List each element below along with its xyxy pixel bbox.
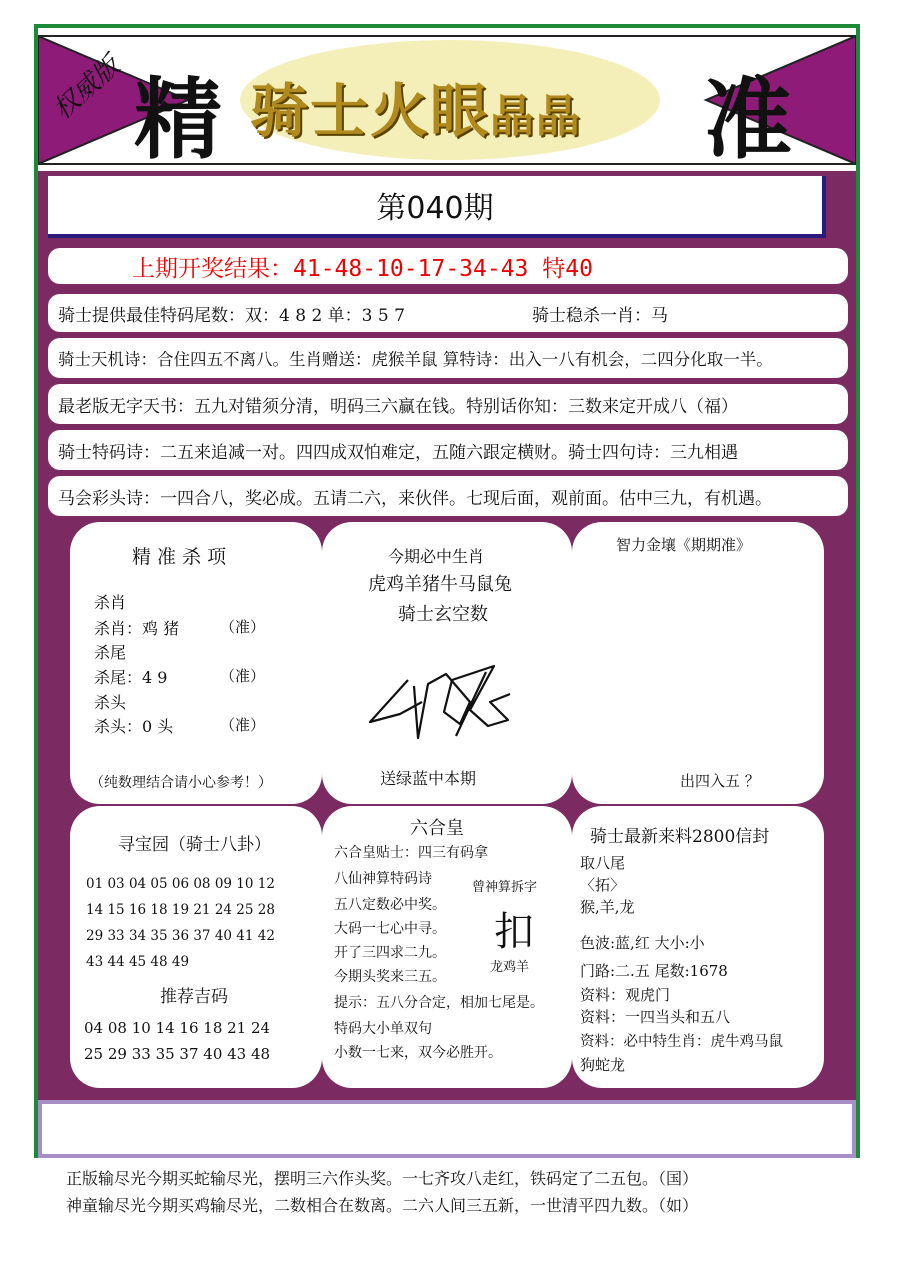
treasure-panel bbox=[70, 806, 322, 1088]
poem-row-2: 骑士特码诗：二五来追减一对。四四成双怕难定，五随六跟定横财。骑士四句诗：三九相遇 bbox=[48, 430, 848, 470]
treasure-line-3: 29 33 34 35 36 37 40 41 42 bbox=[86, 928, 275, 944]
kill-mark-2: （准） bbox=[220, 667, 266, 685]
recommend-title: 推荐吉码 bbox=[160, 987, 228, 1007]
title-left-char: 精 bbox=[134, 67, 223, 171]
kill-line-6: 杀头：0 头 bbox=[94, 717, 174, 736]
header-banner bbox=[38, 28, 856, 171]
latest-panel bbox=[572, 806, 824, 1088]
latest-line-10: 狗蛇龙 bbox=[580, 1056, 626, 1074]
must-note: 送绿蓝中本期 bbox=[380, 769, 477, 788]
kill-line-4: 杀尾：4 9 bbox=[94, 668, 168, 687]
latest-line-8: 资料：一四当头和五八 bbox=[580, 1008, 731, 1026]
lhh-line-8: 特码大小单双句 bbox=[334, 1021, 432, 1037]
lhh-panel bbox=[322, 806, 572, 1088]
lhh-line-6: 今期头奖来三五。 bbox=[334, 969, 446, 985]
latest-line-6: 门路:二.五 尾数:1678 bbox=[580, 962, 728, 980]
brand-logo bbox=[250, 64, 582, 148]
lhh-title: 六合皇 bbox=[410, 818, 464, 839]
kill-line-5: 杀头 bbox=[94, 693, 127, 712]
lhh-line-4: 大码一七心中寻。 bbox=[334, 921, 446, 937]
title-right-char: 准 bbox=[704, 67, 793, 171]
lhh-line-7: 提示：五八分合定，相加七尾是。 bbox=[334, 995, 544, 1011]
last-result: 上期开奖结果：41-48-10-17-34-43 特40 bbox=[48, 248, 848, 284]
latest-line-2: 〈拓〉 bbox=[580, 876, 626, 894]
kill-panel bbox=[70, 522, 322, 804]
must-animals: 虎鸡羊猪牛马鼠兔 bbox=[368, 574, 512, 595]
lhh-line-2: 八仙神算特码诗 bbox=[334, 871, 432, 887]
recommend-line-2: 25 29 33 35 37 40 43 48 bbox=[84, 1045, 271, 1063]
kill-zodiac: 骑士稳杀一肖：马 bbox=[532, 305, 668, 326]
wisdom-note: 出四入五 ？ bbox=[680, 772, 760, 790]
kill-line-3: 杀尾 bbox=[94, 643, 127, 662]
kill-note: （纯数理结合请小心参考！） bbox=[90, 775, 272, 791]
footer-box bbox=[38, 1100, 856, 1158]
lhh-line-9: 小数一七来，双今必胜开。 bbox=[334, 1045, 502, 1061]
kill-title: 精 准 杀 项 bbox=[132, 546, 227, 568]
footer-line-2: 神童输尽光今期买鸡输尽光，二数相合在数离。二六人间三五新，一世清平四九数。（如） bbox=[66, 1196, 699, 1215]
must-panel bbox=[322, 522, 572, 804]
tail-row bbox=[48, 294, 848, 332]
must-sub: 骑士玄空数 bbox=[398, 604, 488, 625]
treasure-line-2: 14 15 16 18 19 21 24 25 28 bbox=[86, 902, 275, 918]
book-row: 最老版无字天书：五九对错须分清，明码三六赢在钱。特别话你知：三数来定开成八（福） bbox=[48, 384, 848, 424]
poem-row-1: 骑士天机诗：合住四五不离八。生肖赠送：虎猴羊鼠 算特诗：出入一八有机会，二四分化取一半。 bbox=[48, 338, 848, 378]
brand-logo-main: 骑士火眼 bbox=[250, 77, 491, 145]
lhh-line-3: 五八定数必中奖。 bbox=[334, 897, 446, 913]
char-main: 扣 bbox=[494, 909, 534, 955]
horse-row: 马会彩头诗：一四合八，奖必成。五请二六，来伙伴。七现后面，观前面。估中三九，有机遇。 bbox=[48, 476, 848, 516]
kill-mark-3: （准） bbox=[220, 716, 266, 734]
signature-scribble bbox=[360, 640, 530, 740]
issue-number: 第040期 bbox=[48, 176, 826, 238]
treasure-line-4: 43 44 45 48 49 bbox=[86, 954, 190, 970]
latest-line-3: 猴,羊,龙 bbox=[580, 898, 635, 916]
latest-line-1: 取八尾 bbox=[580, 854, 626, 872]
recommend-line-1: 04 08 10 14 16 18 21 24 bbox=[84, 1019, 271, 1037]
latest-line-9: 资料：必中特生肖：虎牛鸡马鼠 bbox=[580, 1034, 783, 1050]
brand-logo-tail: 晶晶 bbox=[490, 91, 583, 142]
footer-line-1: 正版输尽光今期买蛇输尽光，摆明三六作头奖。一七齐攻八走红，铁码定了二五包。（国） bbox=[66, 1169, 699, 1188]
edition-label: 权威版 bbox=[47, 51, 126, 126]
latest-line-7: 资料：观虎门 bbox=[580, 986, 671, 1004]
latest-title: 骑士最新来料2800信封 bbox=[590, 827, 770, 847]
char-sub: 龙鸡羊 bbox=[490, 960, 530, 975]
kill-mark-1: （准） bbox=[220, 618, 266, 636]
treasure-line-1: 01 03 04 05 06 08 09 10 12 bbox=[86, 876, 275, 892]
treasure-title: 寻宝园（骑士八卦） bbox=[118, 835, 271, 855]
wisdom-title: 智力金壤《期期准》 bbox=[616, 536, 752, 554]
lhh-line-5: 开了三四求二九。 bbox=[334, 945, 446, 961]
latest-line-5: 色波:蓝,红 大小:小 bbox=[580, 934, 705, 952]
kill-line-1: 杀肖 bbox=[94, 593, 127, 612]
must-title: 今期必中生肖 bbox=[388, 547, 485, 566]
lhh-line-1: 六合皇贴士：四三有码拿 bbox=[334, 845, 488, 861]
tail-numbers: 骑士提供最佳特码尾数：双：4 8 2 单：3 5 7 bbox=[58, 305, 405, 326]
wisdom-panel bbox=[572, 522, 824, 804]
char-title: 曾神算拆字 bbox=[472, 880, 538, 895]
kill-line-2: 杀肖：鸡 猪 bbox=[94, 619, 180, 638]
